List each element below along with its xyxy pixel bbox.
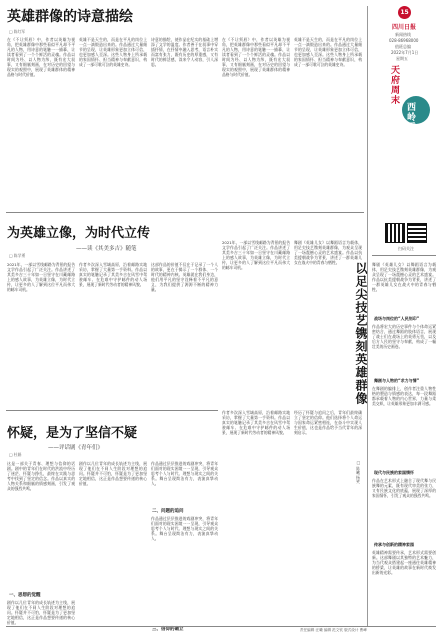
column-title: 西岭雪: [405, 102, 415, 132]
right-section-heading-3: 现代与民族的家国情怀: [374, 470, 414, 475]
middle-article-col5: 作者多次深入雪域高原，沿着邮路实地采访，掌握了大量第一手资料。作品以真实的笔触记录了其美多吉在风雪中驾驶邮车、在危难中守护邮件的动人场景，展现了新时代劳动者的精神风貌。: [222, 410, 290, 435]
middle-article-col3: 这部作品的价值不仅在于记录了一个人的故事，更在于揭示了一个群体、一个时代的精神内核。英雄就在我们身边，他们用平凡的坚守诠释着不平凡的意义，为我们提供了源源不断的精神力量。: [151, 262, 218, 292]
bottom-article-byline: □ 杜娟: [9, 452, 22, 457]
right-article-title: 以足尖技艺镌刻英雄群像: [354, 262, 368, 405]
bottom-section-heading-1: 一、思想的觉醒: [9, 593, 41, 598]
right-section-heading-1: 战场与岗位的“人民刻印”: [374, 316, 420, 321]
bottom-article-col3b: 作品通过层层推进的戏剧冲突，将青年们面对的现实困境一一呈现，引导观众思考个人与时代、理想与现实之间的关系。舞台呈现简洁有力，表演真挚动人。: [151, 516, 218, 541]
paper-name: 四川日报: [392, 24, 417, 31]
right-article-byline: □ 陈曦 杨笑: [356, 460, 361, 484]
right-col-p3: 在舞剧的编排上，创作者注重人物性格的塑造与情感的表达，每一段舞蹈都承载着人物的内心世界，力量与柔美交织，让英雄形象更加丰满可感。: [372, 386, 436, 406]
bottom-article-col3a: 作品通过层层推进的戏剧冲突，将青年们面对的现实困境一一呈现，引导观众思考个人与时代、理想与现实之间的关系。舞台呈现简洁有力，表演真挚动人。: [151, 461, 218, 486]
right-col-p2: 作品将宏大的历史事件与个体命运紧密结合，通过舞蹈的肢体语言，展现了战士们在战场上的英勇无畏，以及后方人民的坚守与奉献，构成了一幅壮美的历史画卷。: [372, 324, 436, 349]
middle-article-col1: 2021年，一部以雪线邮路为背景的报告文学作品引起了广泛关注。作品讲述了其美多吉三十年如一日坚守在川藏邮路上的感人故事，为英雄立像，为时代立传，让更多的人了解到这位平凡而伟大的邮车司机。: [7, 262, 75, 292]
divider-middle: [6, 410, 218, 411]
middle-article-col4: 2021年，一部以雪线邮路为背景的报告文学作品引起了广泛关注。作品讲述了其美多吉三十年如一日坚守在川藏邮路上的感人故事，为英雄立像，为时代立传，让更多的人了解到这位平凡而伟大的邮车司机。: [222, 240, 290, 270]
bottom-article-col2: 剧作以几位青年的成长轨迹为主线，展现了他们在不同人生阶段对理想的追问。怀疑并不可怕，怀疑是为了更加坚定地相信，这正是作品想要传递的核心价值。: [79, 461, 147, 486]
bottom-section-heading-2: 二、问题的追问: [152, 509, 184, 514]
right-section-heading-2: 舞剧与人物的“求力与情”: [374, 378, 420, 383]
bottom-article-subtitle: ——评话剧《青年们》: [48, 445, 104, 451]
bottom-article-title: 怀疑，是为了坚信不疑: [7, 426, 138, 441]
bottom-article-col1: 这是一部关于青春、理想与信仰的话剧。剧中的青年们在时代的洪流中经历了迷茫、怀疑与挣扎，最终在实践与思考中找到了坚定的信念。作品以真实的人物关系和细腻的情感刻画，引发了观众的强烈共鸣。: [7, 461, 75, 491]
middle-article-byline: □ 陈学勇: [9, 253, 26, 258]
top-article-title: 英雄群像的诗意描绘: [7, 9, 133, 25]
right-col-p1: 舞剧《英雄儿女》以舞蹈语言为载体，用足尖技艺镌刻英雄群像，为观众呈现了一场震撼心灵的艺术盛宴。作品以抗美援朝战争为背景，讲述了一群英雄儿女在战火中的青春与牺牲。: [372, 262, 436, 292]
masthead-info-2: 028-86968000: [389, 38, 419, 43]
right-article-col-a: 舞剧《英雄儿女》以舞蹈语言为载体，用足尖技艺镌刻英雄群像，为观众呈现了一场震撼心灵的艺术盛宴。作品以抗美援朝战争为背景，讲述了一群英雄儿女在战火中的青春与牺牲。: [294, 240, 362, 265]
divider-vertical: [367, 6, 368, 626]
qr-caption: 扫码关注: [398, 246, 414, 251]
masthead-info-1: 新闻热线: [395, 32, 411, 37]
page-number-badge: 15: [398, 6, 411, 19]
footer-credits: 责任编辑 汪曦 编辑 范文钦 版式设计 曹峰: [300, 628, 367, 632]
middle-article-title: 为英雄立像，为时代立传: [7, 226, 151, 241]
top-article-col5: 英雄不是天生的，而是在平凡的岗位上一点一滴锻造出来的。作品通过大量细节的呈现，让英雄形象更加立体可信，也更加感人至深。这些人物身上所承载的家国情怀、担当精神与奉献意识，构成了一部可歌可泣的英雄史诗。: [294, 37, 362, 67]
right-col-p4: 作品在艺术形式上融合了现代舞与民族舞的元素，既有现代审美的张力，又有民族文化的底蕴，展现了深厚的家国情怀，引发了观众的强烈共鸣。: [372, 478, 436, 498]
footer-divider: [6, 626, 436, 627]
masthead-date: 2022年7月1日: [391, 50, 419, 55]
right-col-p5: 英雄精神需要传承，艺术形式需要创新。这部舞剧以其独特的艺术魅力，为当代观众搭建起一座通往英雄精神的桥梁，让英雄的故事在新时代焕发出新的光彩。: [372, 550, 436, 575]
right-section-heading-4: 传承与创新的精神家园: [374, 542, 414, 547]
divider-top: [6, 212, 364, 213]
qr-code-left[interactable]: [386, 224, 404, 242]
top-article-byline: □ 陈红军: [9, 29, 26, 34]
top-article-col2: 英雄不是天生的，而是在平凡的岗位上一点一滴锻造出来的。作品通过大量细节的呈现，让英雄形象更加立体可信，也更加感人至深。这些人物身上所承载的家国情怀、担当精神与奉献意识，构成了一部可歌可泣的英雄史诗。: [79, 37, 147, 67]
top-article-col1: 在《不让须眉》中，作者以英雄为视角，把英雄群像中那些看似平凡却不平凡的人物，用诗意的笔触一一描摹，让读者看到了一个个鲜活的灵魂。作品以时间为经、以人物为纬，既有宏大叙事，又有细腻刻画，在对历史的回望与现实的观照中，展现了英雄群体的精神品格与时代价值。: [7, 37, 75, 77]
masthead-info-3: 值班总编: [395, 44, 411, 49]
bottom-section-heading-3: 三、信仰的确立: [152, 627, 184, 632]
bottom-article-col1b: 剧作以几位青年的成长轨迹为主线，展现了他们在不同人生阶段对理想的追问。怀疑并不可怕，怀疑是为了更加坚定地相信，这正是作品想要传递的核心价值。: [7, 600, 75, 625]
top-article-col4: 在《不让须眉》中，作者以英雄为视角，把英雄群像中那些看似平凡却不平凡的人物，用诗意的笔触一一描摹，让读者看到了一个个鲜活的灵魂。作品以时间为经、以人物为纬，既有宏大叙事，又有细腻刻画，在对历史的回望与现实的观照中，展现了英雄群体的精神品格与时代价值。: [222, 37, 290, 77]
middle-article-subtitle: ——读《其美多吉》随笔: [76, 246, 137, 252]
right-article-col-b: 经历了怀疑与追问之后，青年们最终确立了坚定的信仰。他们选择将个人命运与国家命运紧密相连，在奋斗中实现人生价值，这也是作品给予当代青年的深刻启示。: [294, 410, 362, 435]
top-article-col3: 诗意的描绘，使作品在纪实的基础上增添了文学的温度。作者善于在叙事中穿插抒情，在抒情中融入思考，语言朴实而富有张力，既有历史的厚重感，又有时代的鲜活感，读来令人动容，引人深思。: [151, 37, 218, 67]
qr-code-right[interactable]: [408, 224, 426, 242]
supplement-title: 天府周末: [391, 66, 401, 106]
middle-article-col2: 作者多次深入雪域高原，沿着邮路实地采访，掌握了大量第一手资料。作品以真实的笔触记录了其美多吉在风雪中驾驶邮车、在危难中守护邮件的动人场景，展现了新时代劳动者的精神风貌。: [79, 262, 147, 287]
masthead-weekday: 星期五: [396, 56, 408, 61]
divider-right-top: [372, 255, 436, 256]
